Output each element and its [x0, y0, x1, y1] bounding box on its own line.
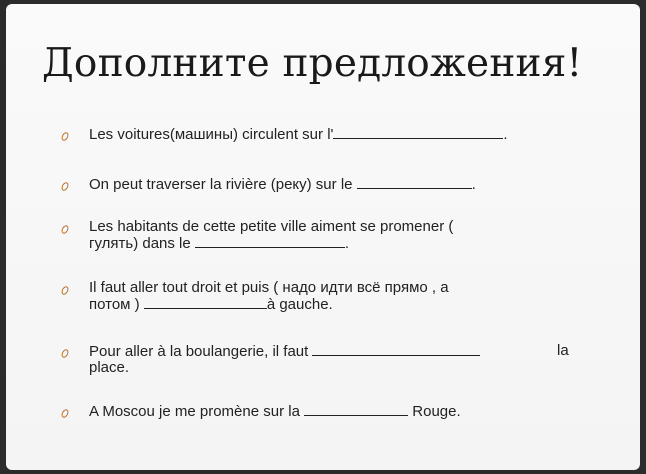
bullet-icon — [60, 224, 70, 235]
item-text-line2: place. — [89, 359, 130, 376]
bullet-icon — [60, 285, 70, 296]
item-text-end: la — [557, 342, 569, 359]
list-item — [62, 403, 461, 420]
answer-blank — [333, 126, 503, 139]
answer-blank — [195, 235, 345, 248]
item-text: Les habitants de cette petite ville aiment se promener ( — [89, 218, 454, 235]
answer-blank — [144, 296, 267, 309]
item-text: Il faut aller tout droit et puis ( надо идти всё прямо , а — [89, 279, 449, 296]
bullet-icon — [60, 181, 70, 192]
bullet-icon — [60, 408, 70, 419]
item-text-line2: гулять) dans le — [89, 235, 195, 252]
slide — [6, 4, 640, 470]
list-item — [62, 343, 609, 376]
bullet-icon — [60, 348, 70, 359]
item-text: On peut traverser la rivière (реку) sur le — [89, 176, 357, 193]
item-text: Les voitures(машины) circulent sur l' — [89, 126, 334, 143]
item-text-end: . — [344, 235, 350, 252]
list-item — [62, 280, 449, 313]
answer-blank — [312, 343, 480, 356]
answer-blank — [304, 403, 408, 416]
list-item — [62, 176, 476, 193]
list-item — [62, 126, 508, 143]
item-text-end: Rouge. — [408, 403, 461, 420]
bullet-icon — [60, 131, 70, 142]
item-text: A Moscou je me promène sur la — [89, 403, 305, 420]
slide-title: Дополните предложения! — [42, 41, 583, 86]
item-text-line2: потом ) — [89, 296, 144, 313]
list-item — [62, 219, 453, 252]
answer-blank — [357, 176, 472, 189]
item-text-end: . — [471, 176, 476, 193]
item-text: Pour aller à la boulangerie, il faut — [89, 343, 313, 360]
item-text-end: à gauche. — [266, 296, 333, 313]
item-text-end: . — [503, 126, 508, 143]
